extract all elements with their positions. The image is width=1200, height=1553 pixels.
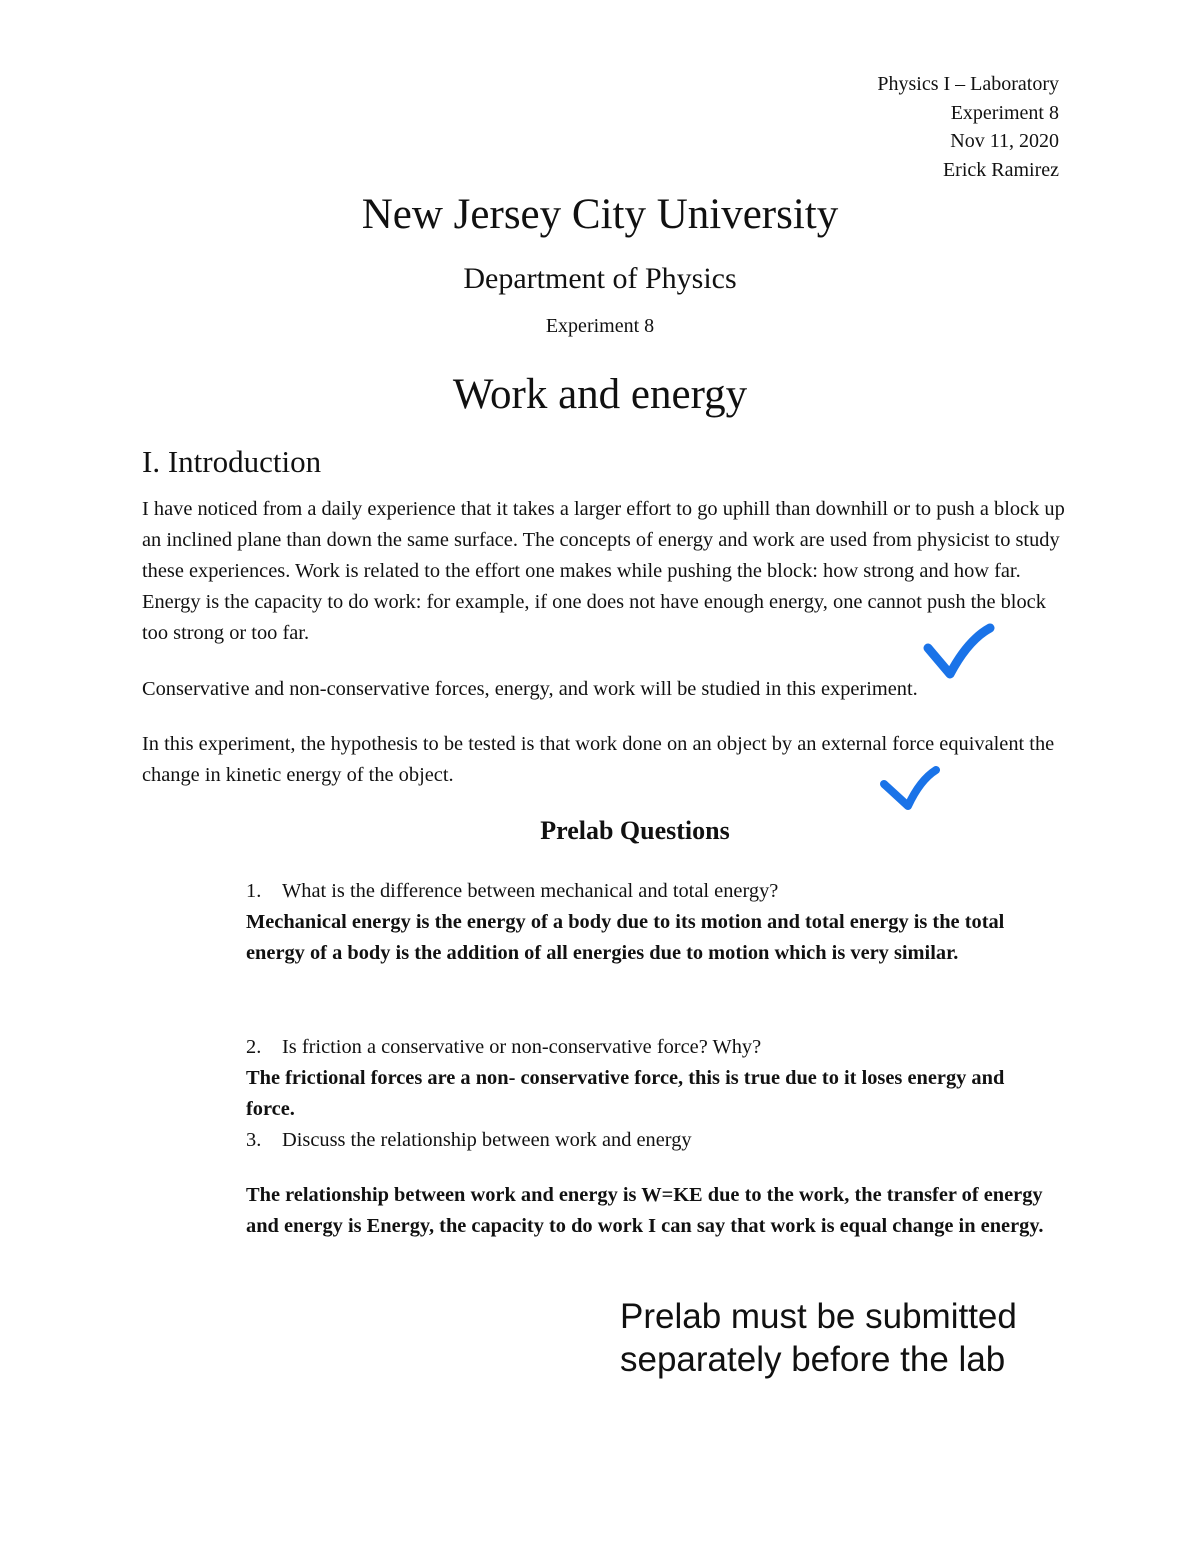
note-line-2: separately before the lab: [620, 1340, 1006, 1379]
course-name: Physics I – Laboratory: [877, 73, 1059, 95]
prelab-question-1: [246, 876, 1056, 969]
question-label: Is friction a conservative or non-conservative force? Why?: [282, 1036, 762, 1058]
answer-text: The relationship between work and energy is W=KE due to the work, the transfer of energy and energy is Energy, the capacity to do work I can say that work is equal change in energy.: [246, 1184, 1044, 1237]
header-author: Erick Ramirez: [942, 158, 1059, 181]
prelab-heading: Prelab Questions: [540, 816, 730, 845]
note-line-1: Prelab must be submitted: [620, 1297, 1017, 1336]
introduction-paragraph-1: I have noticed from a daily experience that it takes a larger effort to go uphill than downhill or to push a block up an inclined plane than down the same surface. The concepts of energy and work are used from physicist to study these experiences. Work is related to the effort one makes while pushing the block: how strong and how far. Energy is the capacity to do work: for example, if one does not have enough energy, one cannot push the block too strong or too far.: [142, 498, 1065, 644]
checkmark-icon: [920, 620, 1000, 682]
department-title: Department of Physics: [463, 262, 737, 295]
topic-title: Work and energy: [452, 371, 748, 418]
checkmark-icon: [878, 762, 944, 814]
question-text: [246, 876, 1056, 907]
question-number: 1.: [246, 880, 262, 902]
experiment-label: Experiment 8: [545, 315, 655, 337]
answer-text: Mechanical energy is the energy of a body due to its motion and total energy is the total energy of a body is the addition of all energies due to motion which is very similar.: [246, 911, 1005, 964]
submission-note: [620, 1295, 1017, 1381]
question-text: [246, 1125, 1056, 1156]
prelab-question-3: [246, 1125, 1056, 1156]
introduction-paragraph-2: Conservative and non-conservative forces, energy, and work will be studied in this experiment.: [142, 678, 918, 700]
question-label: What is the difference between mechanical and total energy?: [282, 880, 779, 902]
question-number: 3.: [246, 1129, 262, 1151]
header-experiment: Experiment 8: [950, 101, 1059, 124]
introduction-paragraph-3: In this experiment, the hypothesis to be tested is that work done on an object by an external force equivalent the change in kinetic energy of the object.: [142, 733, 1055, 786]
university-title: New Jersey City University: [361, 191, 839, 238]
question-number: 2.: [246, 1036, 262, 1058]
document-header: [877, 70, 1059, 184]
question-text: [246, 1032, 1056, 1063]
prelab-question-2: [246, 1032, 1056, 1125]
header-date: Nov 11, 2020: [950, 130, 1059, 153]
introduction-heading: I. Introduction: [142, 444, 322, 479]
question-label: Discuss the relationship between work and energy: [282, 1129, 692, 1151]
answer-text: The frictional forces are a non- conservative force, this is true due to it loses energy and force.: [246, 1067, 1005, 1120]
